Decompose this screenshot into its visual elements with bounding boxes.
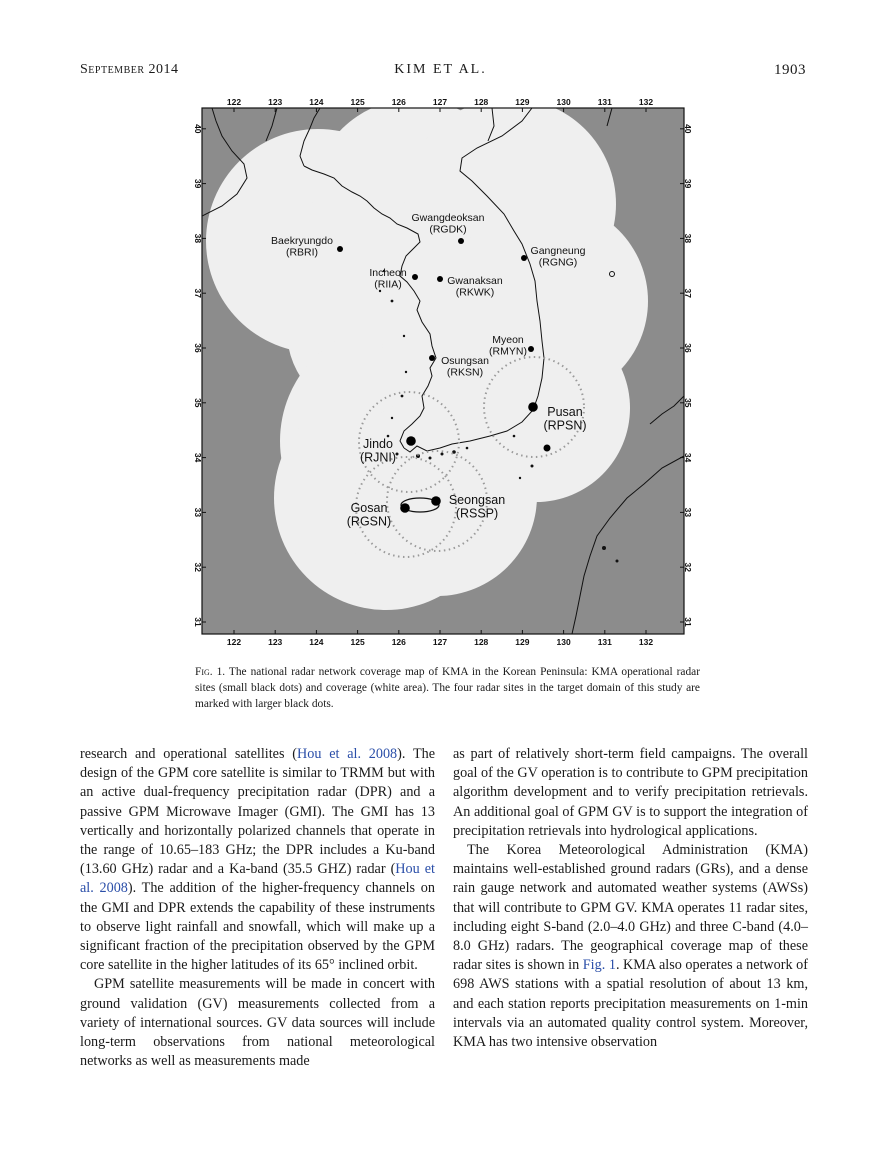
lon-tick-label-top: 131 (597, 97, 612, 107)
radar-site-dot (458, 238, 464, 244)
radar-site-code: (RGSN) (346, 514, 392, 529)
lat-tick-label-left: 34 (193, 452, 203, 463)
lon-tick-label-bottom: 122 (226, 637, 242, 647)
body-column-right (453, 745, 808, 1052)
paragraph (80, 745, 435, 975)
text-run: ). The addition of the higher-frequency channels on the GMI and DPR extends the capability of these instruments to observe light rainfall and snowfall, which will make up a significant fraction of the precipitation observed by the GPM core satellite in the higher latitudes of its 65° inclined orbit. (80, 880, 435, 974)
lon-tick-label-bottom: 132 (638, 637, 654, 647)
radar-site-dot (412, 274, 418, 280)
radar-site-code: (RGDK) (429, 223, 467, 236)
lat-tick-label-left: 39 (193, 178, 203, 189)
radar-site-code: (RJNI) (359, 450, 397, 465)
paragraph: GPM satellite measurements will be made in concert with ground validation (GV) measurements collected from a variety of international sources. GV data sources will include long-term observations from national meteorological networks as well as measurements made (80, 976, 435, 1070)
lat-tick-label-right: 38 (683, 233, 693, 244)
radar-site-code: (RKSN) (446, 366, 484, 379)
body-column-left (80, 745, 435, 1071)
radar-site-dot (528, 402, 538, 412)
lat-tick-label-right: 39 (683, 178, 693, 189)
radar-site-dot (406, 436, 416, 446)
lon-tick-label-bottom: 129 (515, 637, 530, 647)
lat-tick-label-left: 38 (193, 233, 203, 244)
lat-tick-label-right: 34 (683, 452, 693, 463)
lat-tick-label-left: 37 (193, 288, 203, 298)
radar-site-dot (437, 276, 443, 282)
radar-site-name: Pusan (547, 405, 583, 419)
lon-tick-label-top: 127 (432, 97, 448, 107)
lon-tick-label-top: 130 (556, 97, 571, 107)
paragraph: as part of relatively short-term field campaigns. The overall goal of the GV operation is to contribute to GPM precipitation algorithm development and to verify precipitation retrievals. An additional goal of GPM GV is to support the integration of precipitation retrievals into hydrological applications. (453, 746, 808, 839)
lon-tick-label-top: 123 (268, 97, 283, 107)
lat-tick-label-left: 40 (193, 124, 203, 134)
radar-site-dot (337, 246, 343, 252)
radar-site-name: Baekryungdo (271, 235, 333, 247)
paragraph (453, 841, 808, 1052)
lat-tick-label-right: 36 (683, 343, 693, 353)
lat-tick-label-left: 35 (193, 398, 203, 408)
radar-site-code: (RIIA) (374, 278, 402, 291)
lat-tick-label-left: 33 (193, 507, 203, 518)
lat-tick-label-right: 33 (683, 507, 693, 518)
lon-tick-label-top: 126 (391, 97, 406, 107)
lon-tick-label-top: 132 (638, 97, 654, 107)
lon-tick-label-bottom: 128 (474, 637, 489, 647)
lon-tick-label-bottom: 123 (268, 637, 283, 647)
page-number: 1903 (774, 62, 806, 78)
radar-site-name: Incheon (369, 267, 407, 279)
lat-tick-label-left: 31 (193, 617, 203, 627)
lon-tick-label-top: 129 (515, 97, 530, 107)
lon-tick-label-top: 122 (226, 97, 242, 107)
radar-site-name: Seongsan (448, 493, 506, 507)
lat-tick-label-right: 35 (683, 398, 693, 408)
radar-site-code: (RBRI) (285, 246, 319, 259)
lat-tick-label-right: 40 (683, 124, 693, 134)
radar-site-dot (528, 346, 534, 352)
lon-tick-label-top: 125 (350, 97, 365, 107)
text-run: The Korea Meteorological Administration (KMA) maintains well-established ground radars (GRs), and a dense rain gauge network and automated weather systems (AWSs) that will contribute to GPM GV. KMA operates 11 radar sites, including eight S-band (2.0–4.0 GHz) and three C-band (4.0–8.0 GHz) radars. The geographical coverage map of these radar sites is shown in (453, 842, 808, 974)
lon-tick-label-bottom: 124 (309, 637, 324, 647)
radar-site-dot (431, 496, 441, 506)
lon-tick-label-top: 128 (474, 97, 489, 107)
radar-site-code: (RMYN) (489, 345, 527, 358)
radar-site-dot (521, 255, 527, 261)
radar-site-dot (429, 355, 435, 361)
radar-site-code: (RPSN) (543, 418, 587, 433)
figure-caption-text: The national radar network coverage map of KMA in the Korean Peninsula: KMA operational radar sites (small black dots) and coverage (white area). The four radar sites in the target domain of this study are marked with larger black dots. (195, 666, 700, 710)
figure-caption-label: Fig. 1. (195, 666, 226, 678)
citation-link[interactable]: Hou et al. 2008 (80, 861, 435, 897)
lon-tick-label-bottom: 131 (597, 637, 612, 647)
radar-site-code: (RGNG) (538, 256, 578, 269)
lat-tick-label-right: 37 (683, 288, 693, 298)
lon-tick-label-bottom: 125 (350, 637, 365, 647)
citation-link[interactable]: Hou et al. 2008 (297, 746, 398, 762)
radar-coverage-map (192, 96, 704, 656)
lat-tick-label-right: 31 (683, 617, 693, 627)
radar-site-name: Myeon (492, 334, 524, 346)
text-run: . KMA also operates a network of 698 AWS stations with a spatial resolution of about 13 km, and each station reports precipitation measurements on 1-min intervals via an automated quality control system. Moreover, KMA has two intensive observation (453, 957, 808, 1051)
lat-tick-label-left: 32 (193, 562, 203, 572)
text-run: research and operational satellites ( (80, 746, 297, 762)
lon-tick-label-bottom: 126 (391, 637, 406, 647)
radar-site-name: Gosan (350, 501, 388, 515)
text-run: ). The design of the GPM core satellite is similar to TRMM but with an active dual-frequency precipitation radar (DPR) and a passive GPM Microwave Imager (GMI). The GMI has 13 vertically and horizontally polarized channels that operate in the range of 10.65–183 GHz; the DPR includes a Ku-band (13.60 GHz) radar and a Ka-band (35.5 GHZ) radar ( (80, 746, 435, 878)
radar-site-name: Gangneung (530, 245, 586, 257)
lon-tick-label-bottom: 127 (432, 637, 448, 647)
radar-site-dot (544, 445, 551, 452)
running-header-date: September 2014 (80, 62, 179, 77)
lat-tick-label-right: 32 (683, 562, 693, 572)
radar-site-name: Gwangdeoksan (411, 212, 485, 224)
radar-site-name: Jindo (363, 437, 393, 451)
radar-site-code: (RSSP) (455, 506, 499, 521)
radar-site-dot (400, 503, 410, 513)
radar-site-name: Gwanaksan (447, 275, 503, 287)
radar-site-name: Osungsan (441, 355, 489, 367)
lon-tick-label-top: 124 (309, 97, 324, 107)
lat-tick-label-left: 36 (193, 343, 203, 353)
figure-link[interactable]: Fig. 1 (582, 957, 616, 974)
figure-caption (195, 664, 700, 712)
lon-tick-label-bottom: 130 (556, 637, 571, 647)
radar-site-code: (RKWK) (455, 286, 495, 299)
running-header-authors: KIM ET AL. (394, 62, 487, 77)
